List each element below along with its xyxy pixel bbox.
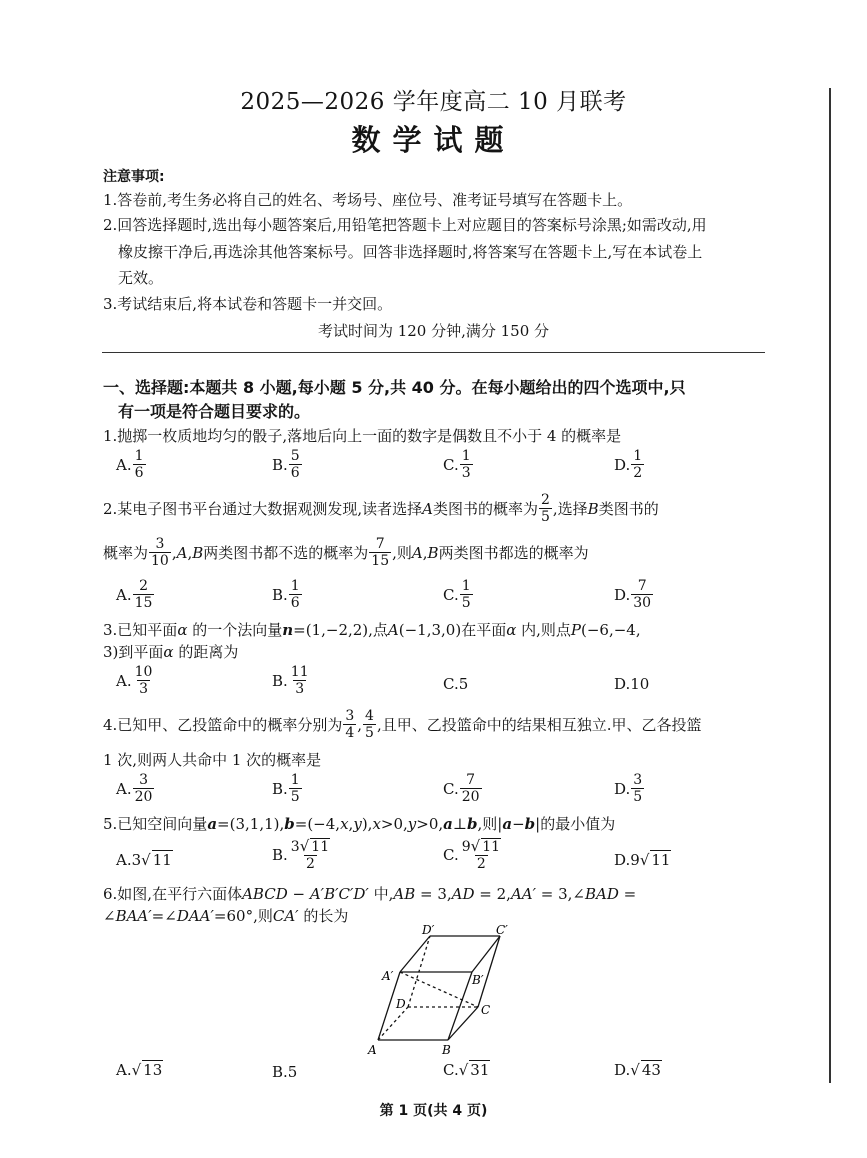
label-a1: A′ <box>382 969 394 983</box>
q2-stem-line1: 2.某电子图书平台通过大数据观测发现,读者选择 A 类图书的概率为 $\frac{2}{5}$ ,选择 B 类图书的 <box>103 492 659 525</box>
q1-option-c: C. $\frac{1}{3}$ <box>443 448 471 481</box>
section-heading-line2: 有一项是符合题目要求的。 <box>118 402 311 421</box>
notice-item-3: 3.考试结束后,将本试卷和答题卡一并交回。 <box>103 295 393 313</box>
q6-option-d: D. √ 43 <box>614 1060 661 1079</box>
edge-cc1 <box>478 936 500 1007</box>
q3-option-c: C.5 <box>443 675 469 693</box>
q4-option-b: B. $\frac{1}{5}$ <box>272 772 300 805</box>
edge-a1d1 <box>400 936 430 972</box>
q2-stem-line2: 概率为 $\frac{3}{10}$ , A , B 两类图书都不选的概率为 $\frac{7}{15}$ ,则 A , B 两类图书都选的概率为 <box>103 536 589 569</box>
edge-bb1 <box>448 972 472 1040</box>
q6-option-b: B.5 <box>272 1063 298 1081</box>
section-heading-line1: 一、选择题:本题共 8 小题,每小题 5 分,共 40 分。在每小题给出的四个选项中,只 <box>103 378 686 397</box>
label-a: A <box>368 1043 377 1057</box>
q5-option-a: A.3 √ 11 <box>116 850 172 869</box>
q3-option-b: B. $\frac{11}{3}$ <box>272 664 309 697</box>
q2-option-a: A. $\frac{2}{15}$ <box>116 578 153 611</box>
label-b: B <box>442 1043 451 1057</box>
exam-header: 2025—2026 学年度高二 10 月联考 <box>240 89 627 115</box>
label-b1: B′ <box>472 973 484 987</box>
header-divider <box>102 352 765 353</box>
exam-time-info: 考试时间为 120 分钟,满分 150 分 <box>317 322 550 340</box>
notice-item-2c: 无效。 <box>118 269 164 287</box>
q3-stem-line2: 3)到平面α 的距离为 <box>103 643 239 661</box>
edge-ad <box>378 1007 408 1040</box>
q6-stem-line1: 6.如图,在平行六面体ABCD − A′B′C′D′ 中,AB = 3,AD = 2,AA′ = 3,∠BAD = <box>103 885 637 903</box>
notice-item-2b: 橡皮擦干净后,再选涂其他答案标号。回答非选择题时,将答案写在答题卡上,写在本试卷上 <box>118 243 703 261</box>
label-d1: D′ <box>422 923 435 937</box>
label-d: D <box>396 997 406 1011</box>
q4-option-c: C. $\frac{7}{20}$ <box>443 772 480 805</box>
q2-option-c: C. $\frac{1}{5}$ <box>443 578 471 611</box>
label-c1: C′ <box>496 923 508 937</box>
q5-stem: 5.已知空间向量a=(3,1,1),b=(−4,x,y),x>0,y>0,a⊥b,则|a−b|的最小值为 <box>103 815 616 833</box>
exam-title: 数学试题 <box>351 123 516 157</box>
label-c: C <box>481 1003 491 1017</box>
edge-b1c1 <box>472 936 500 972</box>
q1-option-d: D. $\frac{1}{2}$ <box>614 448 643 481</box>
notice-item-1: 1.答卷前,考生务必将自己的姓名、考场号、座位号、准考证号填写在答题卡上。 <box>103 191 633 209</box>
q4-stem-line2: 1 次,则两人共命中 1 次的概率是 <box>103 751 322 769</box>
q4-option-d: D. $\frac{3}{5}$ <box>614 772 643 805</box>
q4-stem-line1: 4.已知甲、乙投篮命中的概率分别为 $\frac{3}{4}$ , $\frac{4}{5}$ ,且甲、乙投篮命中的结果相互独立.甲、乙各投篮 <box>103 708 702 741</box>
page-footer: 第 1 页(共 4 页) <box>379 1103 488 1119</box>
q3-stem-line1: 3.已知平面α 的一个法向量n=(1,−2,2),点A(−1,3,0)在平面α 内,则点P(−6,−4, <box>103 621 641 639</box>
q2-option-d: D. $\frac{7}{30}$ <box>614 578 652 611</box>
q6-option-a: A. √ 13 <box>116 1060 163 1079</box>
q5-option-d: D.9 √ 11 <box>614 850 671 869</box>
q3-option-a: A. $\frac{10}{3}$ <box>116 664 153 697</box>
q3-option-d: D.10 <box>614 675 650 693</box>
q4-option-a: A. $\frac{3}{20}$ <box>116 772 153 805</box>
notice-item-2a: 2.回答选择题时,选出每小题答案后,用铅笔把答题卡上对应题目的答案标号涂黑;如需改动,用 <box>103 216 707 234</box>
q6-stem-line2: ∠BAA′=∠DAA′=60°,则CA′ 的长为 <box>103 907 349 925</box>
notice-heading: 注意事项: <box>103 169 165 185</box>
q1-stem: 1.抛掷一枚质地均匀的骰子,落地后向上一面的数字是偶数且不小于 4 的概率是 <box>103 427 622 445</box>
q1-option-b: B. $\frac{5}{6}$ <box>272 448 300 481</box>
q5-option-b: B. $\frac{3√ 11}{2}$ <box>272 837 330 872</box>
q5-option-c: C. $\frac{9√ 11}{2}$ <box>443 837 501 872</box>
q6-option-c: C. √ 31 <box>443 1060 490 1079</box>
page-margin-rule <box>829 88 831 1083</box>
q1-option-a: A. $\frac{1}{6}$ <box>116 448 144 481</box>
parallelepiped-figure <box>360 922 520 1057</box>
q2-option-b: B. $\frac{1}{6}$ <box>272 578 300 611</box>
edge-bc <box>448 1007 478 1040</box>
